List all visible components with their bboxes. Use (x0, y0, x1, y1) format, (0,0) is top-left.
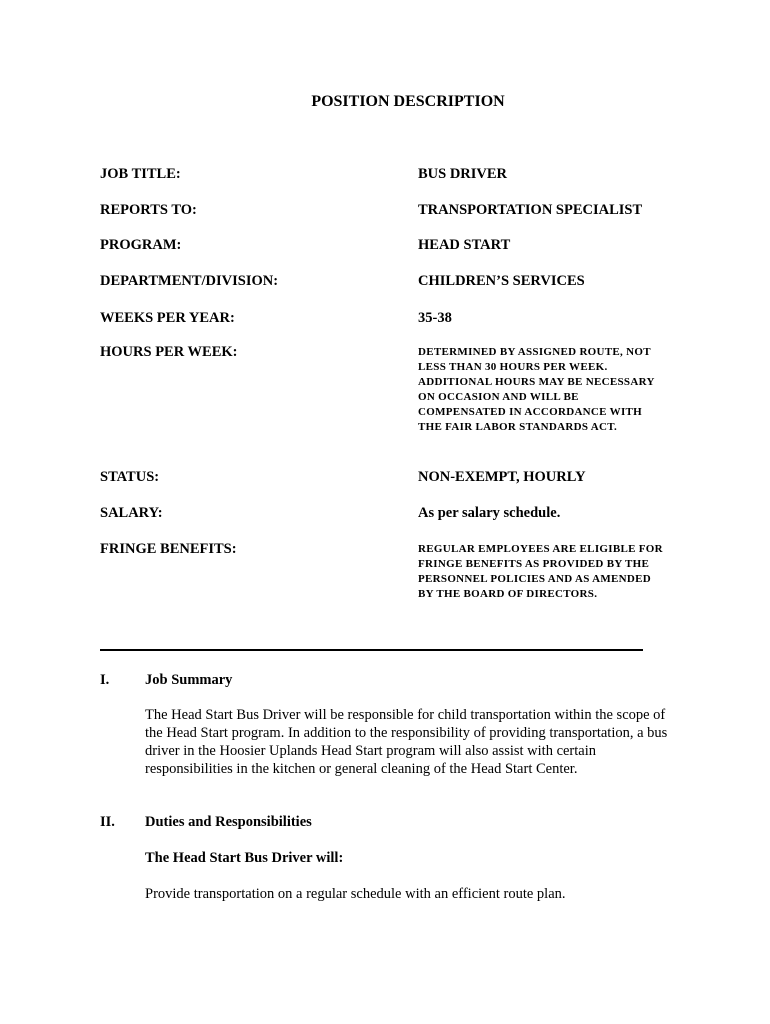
field-value: As per salary schedule. (418, 505, 561, 521)
field-label: HOURS PER WEEK: (100, 344, 238, 360)
section-body: Provide transportation on a regular schedule with an efficient route plan. (145, 886, 566, 902)
section-number: I. (100, 672, 110, 688)
field-label: STATUS: (100, 469, 160, 485)
field-label: REPORTS TO: (100, 202, 197, 218)
field-value: HEAD START (418, 237, 511, 253)
field-label: WEEKS PER YEAR: (100, 310, 235, 326)
field-value: DETERMINED BY ASSIGNED ROUTE, NOT LESS THAN 30 HOURS PER WEEK. ADDITIONAL HOURS MAY BE NECESSARY ON OCCASION AND WILL BE COMPENSATED IN ACCORDANCE WITH THE FAIR LABOR STANDARDS ACT. (418, 346, 655, 433)
field-value: CHILDREN’S SERVICES (418, 273, 585, 289)
field-label: FRINGE BENEFITS: (100, 541, 237, 557)
field-value: TRANSPORTATION SPECIALIST (418, 202, 643, 218)
field-label: JOB TITLE: (100, 166, 181, 182)
field-label: SALARY: (100, 505, 163, 521)
document-title: POSITION DESCRIPTION (311, 93, 505, 110)
section-number: II. (100, 814, 115, 830)
field-value: REGULAR EMPLOYEES ARE ELIGIBLE FOR FRINGE BENEFITS AS PROVIDED BY THE PERSONNEL POLICIES AND AS AMENDED BY THE BOARD OF DIRECTORS. (418, 543, 663, 600)
field-label: PROGRAM: (100, 237, 182, 253)
field-label: DEPARTMENT/DIVISION: (100, 273, 279, 289)
horizontal-divider (100, 649, 643, 651)
section-heading: Job Summary (145, 672, 233, 688)
field-value: 35-38 (418, 310, 452, 326)
section-subheading: The Head Start Bus Driver will: (145, 850, 344, 866)
field-value: NON-EXEMPT, HOURLY (418, 469, 586, 485)
section-heading: Duties and Responsibilities (145, 814, 312, 830)
section-body: The Head Start Bus Driver will be responsible for child transportation within the scope of the Head Start program. In addition to the responsibility of providing transportation, a bus driver in the Hoosier Uplands Head Start program will also assist with certain responsibilities in the kitchen or general cleaning of the Head Start Center. (145, 707, 668, 777)
field-value: BUS DRIVER (418, 166, 508, 182)
